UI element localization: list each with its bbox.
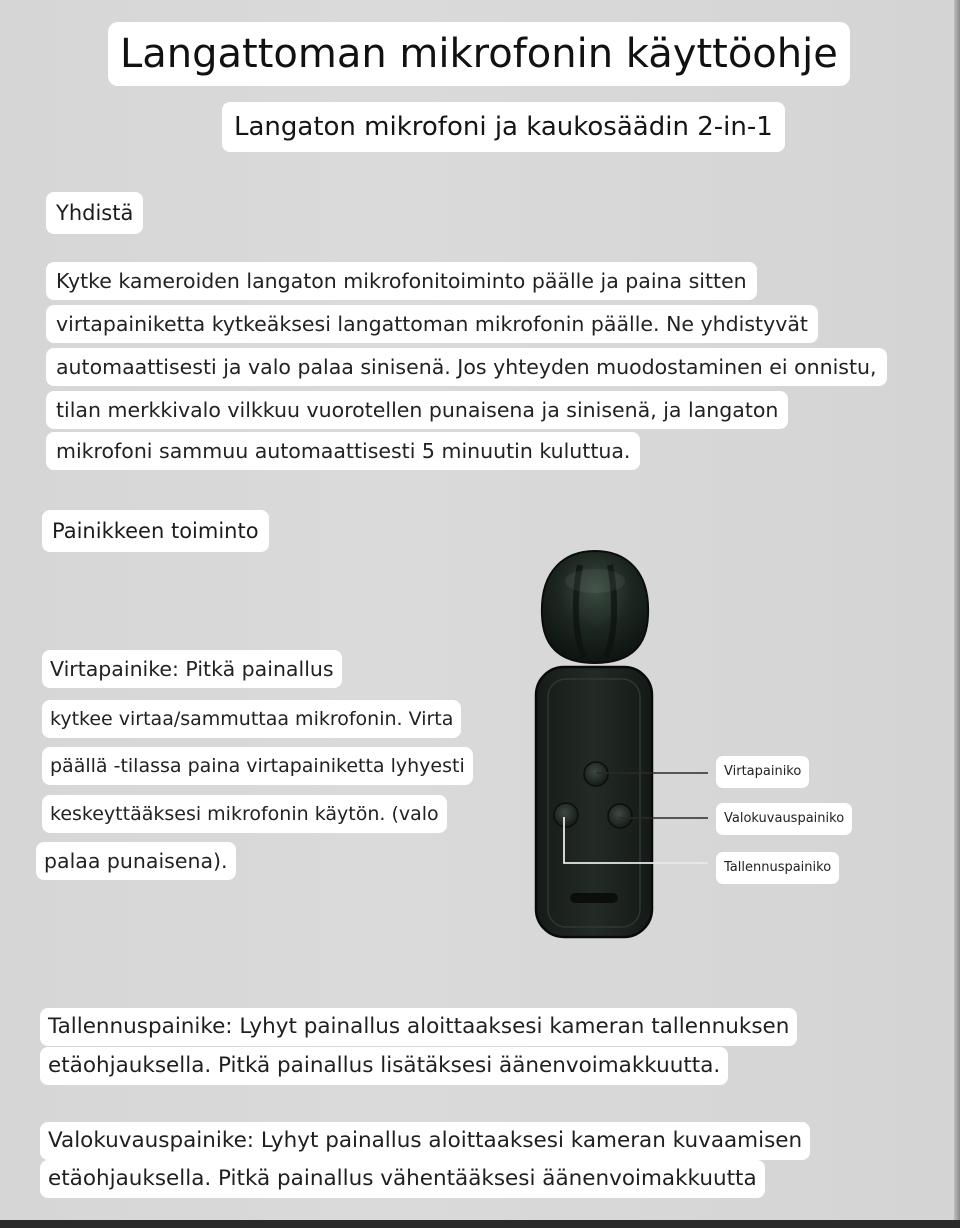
record-line: Tallennuspainike: Lyhyt painallus aloittaaksesi kameran tallennuksen [40,1008,797,1046]
microphone-head-icon [542,551,648,663]
page-subtitle: Langaton mikrofoni ja kaukosäädin 2-in-1 [222,102,785,152]
power-line: päällä -tilassa paina virtapainiketta lyhyesti [42,747,473,785]
photo-line: etäohjauksella. Pitkä painallus vähentääksesi äänenvoimakkuutta [40,1160,765,1198]
power-line: kytkee virtaa/sammuttaa mikrofonin. Virta [42,700,461,738]
connect-line: mikrofoni sammuu automaattisesti 5 minuutin kuluttua. [46,432,640,470]
page-title: Langattoman mikrofonin käyttöohje [108,22,850,86]
page-edge-bottom [0,1220,960,1228]
photo-line: Valokuvauspainike: Lyhyt painallus aloittaaksesi kameran kuvaamisen [40,1122,810,1160]
power-line: palaa punaisena). [36,842,236,880]
buttons-heading: Painikkeen toiminto [42,510,269,552]
connect-line: virtapainiketta kytkeäksesi langattoman mikrofonin päälle. Ne yhdistyvät [46,305,818,343]
connect-line: tilan merkkivalo vilkkuu vuorotellen punaisena ja sinisenä, ja langaton [46,391,788,429]
page-edge-right [954,0,960,1228]
power-button-icon [584,762,608,786]
microphone-device-illustration [530,545,890,945]
record-line: etäohjauksella. Pitkä painallus lisätäksesi äänenvoimakkuutta. [40,1047,728,1085]
connect-heading: Yhdistä [46,192,143,234]
connect-line: automaattisesti ja valo palaa sinisenä. Jos yhteyden muodostaminen ei onnistu, [46,348,887,386]
power-button-label: Virtapainiko [716,756,809,788]
power-line: keskeyttääksesi mikrofonin käytön. (valo [42,795,447,833]
record-button-icon [554,803,578,827]
photo-button-icon [608,804,632,828]
microphone-body [536,667,652,937]
connect-line: Kytke kameroiden langaton mikrofonitoiminto päälle ja paina sitten [46,262,757,300]
record-button-label: Tallennuspainiko [716,852,839,884]
power-line: Virtapainike: Pitkä painallus [42,650,342,688]
photo-button-label: Valokuvauspainiko [716,803,852,835]
